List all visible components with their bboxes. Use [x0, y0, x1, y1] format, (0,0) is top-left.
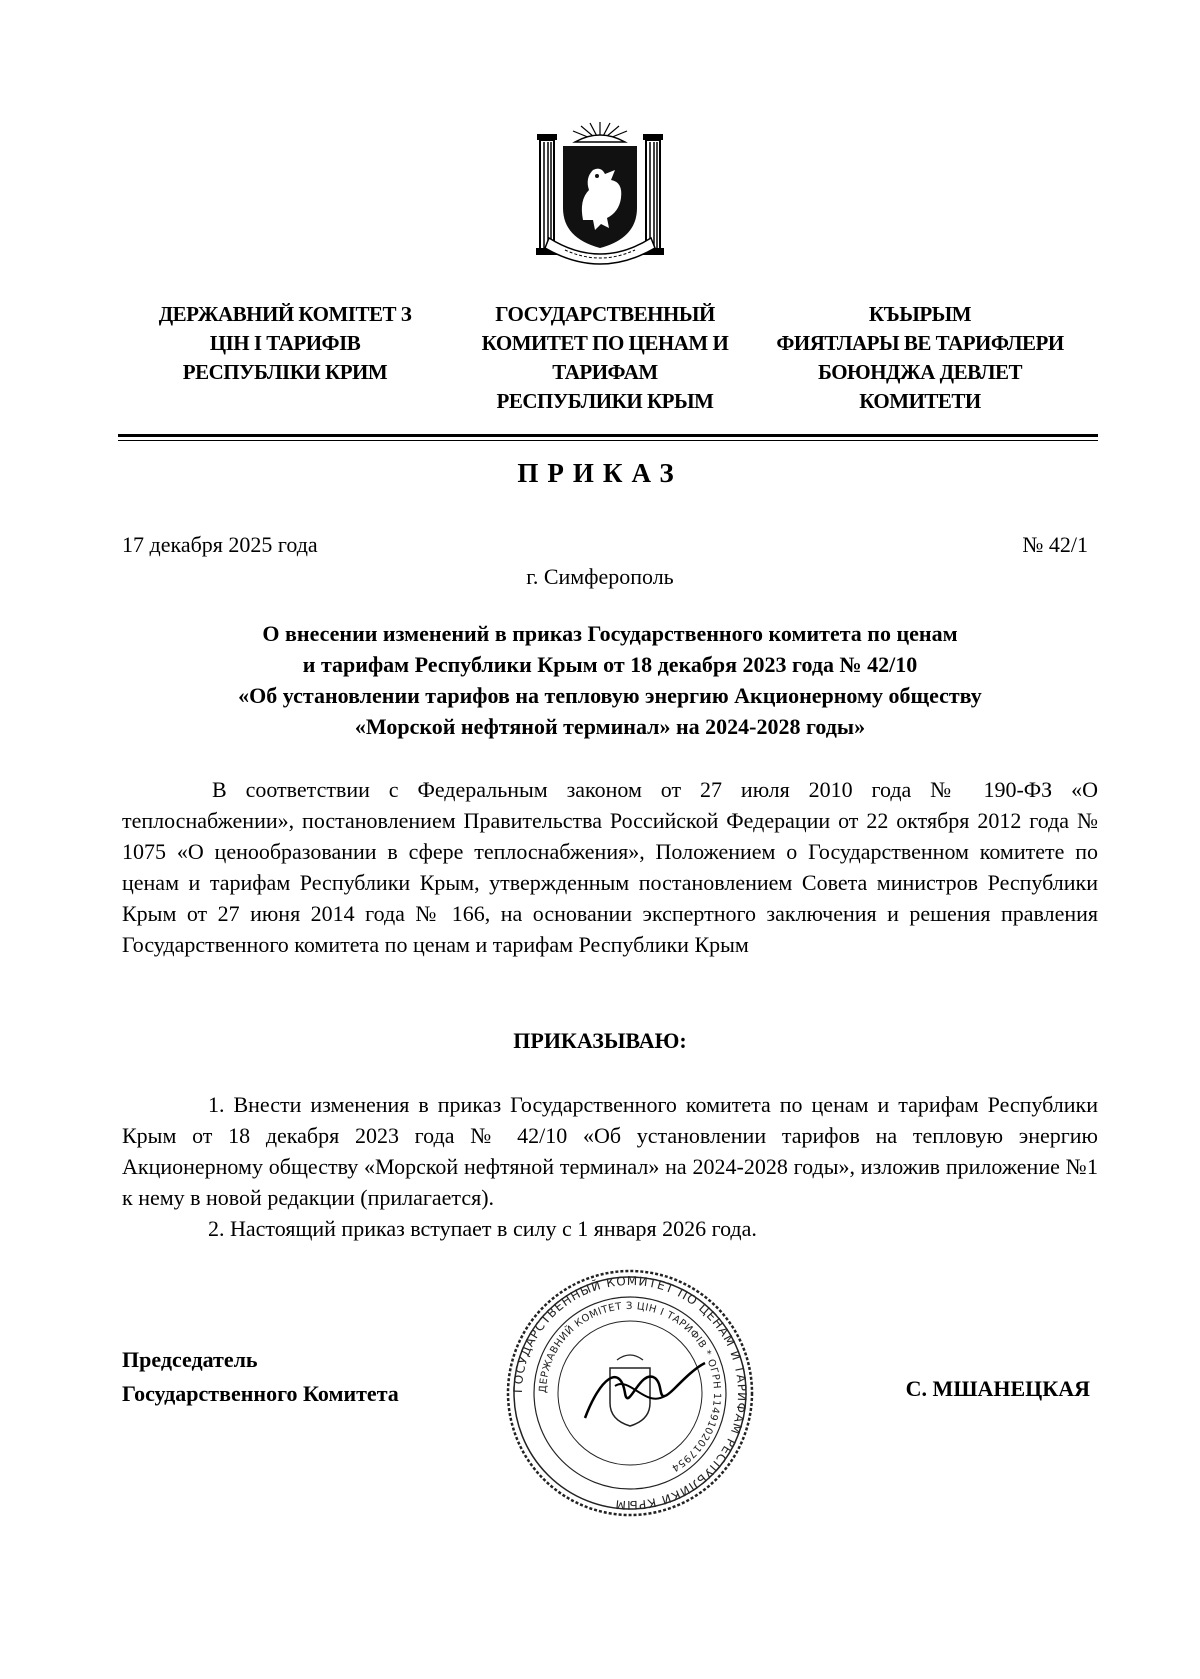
document-number: № 42/1 — [1022, 532, 1088, 557]
org-name-russian — [455, 300, 755, 416]
official-round-seal-icon — [505, 1268, 755, 1518]
subject-line: «Об установлении тарифов на тепловую энергию Акционерному обществу — [238, 683, 982, 708]
org-crh-line: КОМИТЕТИ — [859, 389, 981, 413]
org-ru-line: КОМИТЕТ ПО ЦЕНАМ И — [481, 331, 729, 355]
org-name-ukrainian — [120, 300, 450, 387]
org-ru-line: ГОСУДАРСТВЕННЫЙ — [495, 302, 715, 326]
org-name-crimean-tatar — [760, 300, 1080, 416]
svg-text:ГОСУДАРСТВЕННЫЙ КОМИТЕТ ПО ЦЕН: ГОСУДАРСТВЕННЫЙ КОМИТЕТ ПО ЦЕНАМ И ТАРИФАМ РЕСПУБЛИКИ КРЫМ — [510, 1273, 750, 1513]
header-divider-thin — [118, 440, 1098, 441]
order-items — [122, 1089, 1098, 1244]
signatory-title — [122, 1343, 399, 1411]
org-crh-line: КЪЫРЫМ — [868, 302, 972, 326]
handwritten-signature — [585, 1363, 705, 1418]
svg-text:ДЕРЖАВНИЙ КОМІТЕТ З ЦІН І ТАРИ: ДЕРЖАВНИЙ КОМІТЕТ З ЦІН І ТАРИФІВ * ОГРН 1149102017954 — [537, 1300, 723, 1474]
document-title: ПРИКАЗ — [517, 458, 683, 488]
org-ua-line: ДЕРЖАВНИЙ КОМІТЕТ З — [158, 302, 412, 326]
crimea-coat-of-arms-icon — [535, 120, 665, 270]
signatory-name: С. МШАНЕЦКАЯ — [905, 1376, 1090, 1401]
subject-line: О внесении изменений в приказ Государственного комитета по ценам — [262, 621, 958, 646]
subject-line: «Морской нефтяной терминал» на 2024-2028 годы» — [354, 714, 866, 739]
org-ru-line: ТАРИФАМ — [552, 360, 658, 384]
order-item: 2. Настоящий приказ вступает в силу с 1 января 2026 года. — [208, 1216, 757, 1241]
document-date: 17 декабря 2025 года — [122, 532, 318, 557]
org-ua-line: ЦІН І ТАРИФІВ — [209, 331, 361, 355]
subject-line: и тарифам Республики Крым от 18 декабря 2023 года № 42/10 — [302, 652, 918, 677]
preamble-text: В соответствии с Федеральным законом от 27 июля 2010 года № 190-ФЗ «О теплоснабжении», постановлением Правительства Российской Федерации от 22 октября 2012 года № 1075 «О ценообразовании в сфере теплоснабжения», Положением о Государственном комитете по ценам и тарифам Республики Крым, утвержденным постановлением Совета министров Республики Крым от 27 июня 2014 года № 166, на основании экспертного заключения и решения правления Государственного комитета по ценам и тарифам Республики Крым — [122, 777, 1098, 957]
signatory-title-line: Государственного Комитета — [122, 1381, 399, 1406]
org-crh-line: БОЮНДЖА ДЕВЛЕТ — [817, 360, 1022, 384]
document-city: г. Симферополь — [526, 564, 674, 589]
signatory-title-line: Председатель — [122, 1347, 258, 1372]
document-subject — [130, 618, 1090, 742]
org-ua-line: РЕСПУБЛІКИ КРИМ — [182, 360, 388, 384]
org-crh-line: ФИЯТЛАРЫ ВЕ ТАРИФЛЕРИ — [776, 331, 1064, 355]
preamble-paragraph — [122, 774, 1098, 960]
order-heading: ПРИКАЗЫВАЮ: — [513, 1028, 687, 1053]
org-ru-line: РЕСПУБЛИКИ КРЫМ — [496, 389, 714, 413]
header-divider — [118, 434, 1098, 437]
order-item: 1. Внести изменения в приказ Государственного комитета по ценам и тарифам Республики Крым от 18 декабря 2023 года № 42/10 «Об установлении тарифов на тепловую энергию Акционерному обществу «Морской нефтяной терминал» на 2024-2028 годы», изложив приложение №1 к нему в новой редакции (прилагается). — [122, 1092, 1098, 1210]
